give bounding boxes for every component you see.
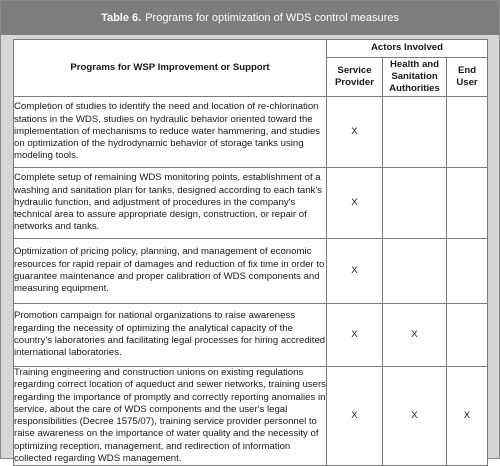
end-user-header: End User xyxy=(447,58,488,97)
table-row xyxy=(14,367,488,466)
end-user-mark xyxy=(447,239,488,304)
table-row xyxy=(14,304,488,367)
service-provider-mark: X xyxy=(327,239,383,304)
health-authorities-mark xyxy=(383,168,447,239)
service-provider-mark: X xyxy=(327,367,383,466)
table-row xyxy=(14,168,488,239)
program-description: Promotion campaign for national organizations to raise awareness regarding the necessity of optimizing the analytical capacity of the country's laboratories and facilitating legal processes for hiring accredited international laboratories. xyxy=(14,304,327,367)
health-authorities-header: Health and Sanitation Authorities xyxy=(383,58,447,97)
table-row xyxy=(14,239,488,304)
program-description: Optimization of pricing policy, planning, and management of economic resources for rapid repair of damages and reduction of fix time in order to guarantee maintenance and proper calibration of WDS components and measuring equipment. xyxy=(14,239,327,304)
table-title-bar xyxy=(1,1,499,35)
program-description: Complete setup of remaining WDS monitoring points, establishment of a washing and sanitation plan for tanks, designed according to each tank's hydraulic function, and adjustment of procedures in the company's technical area to assure appropriate design, construction, or repair of networks and tanks. xyxy=(14,168,327,239)
end-user-mark: X xyxy=(447,367,488,466)
health-authorities-mark: X xyxy=(383,304,447,367)
end-user-mark xyxy=(447,97,488,168)
actors-involved-header: Actors Involved xyxy=(327,40,488,58)
health-authorities-mark: X xyxy=(383,367,447,466)
service-provider-mark: X xyxy=(327,168,383,239)
end-user-mark xyxy=(447,304,488,367)
service-provider-header: Service Provider xyxy=(327,58,383,97)
table-number: Table 6. xyxy=(101,12,142,24)
health-authorities-mark xyxy=(383,239,447,304)
end-user-mark xyxy=(447,168,488,239)
table-title: Programs for optimization of WDS control measures xyxy=(145,12,399,24)
service-provider-mark: X xyxy=(327,304,383,367)
service-provider-mark: X xyxy=(327,97,383,168)
table-row xyxy=(14,97,488,168)
program-description: Training engineering and construction unions on existing regulations regarding correct location of aqueduct and sewer networks, training users regarding the importance of promptly and correctly reporting anomalies in service, about the care of WDS components and the user's legal responsibilities (Decree 1575/07), training service provider personnel to raise awareness on the importance of water quality and the necessity of optimizing reception, management, and redirection of information collected regarding WDS management. xyxy=(14,367,326,465)
health-authorities-mark xyxy=(383,97,447,168)
program-description: Completion of studies to identify the need and location of re-chlorination stations in the WDS, studies on hydraulic behavior oriented toward the implementation of mechanisms to reduce water hammering, and studies on optimization of the hydrodynamic behavior of storage tanks using modeling tools. xyxy=(14,97,327,168)
programs-column-header: Programs for WSP Improvement or Support xyxy=(14,40,327,97)
programs-table xyxy=(13,39,488,466)
